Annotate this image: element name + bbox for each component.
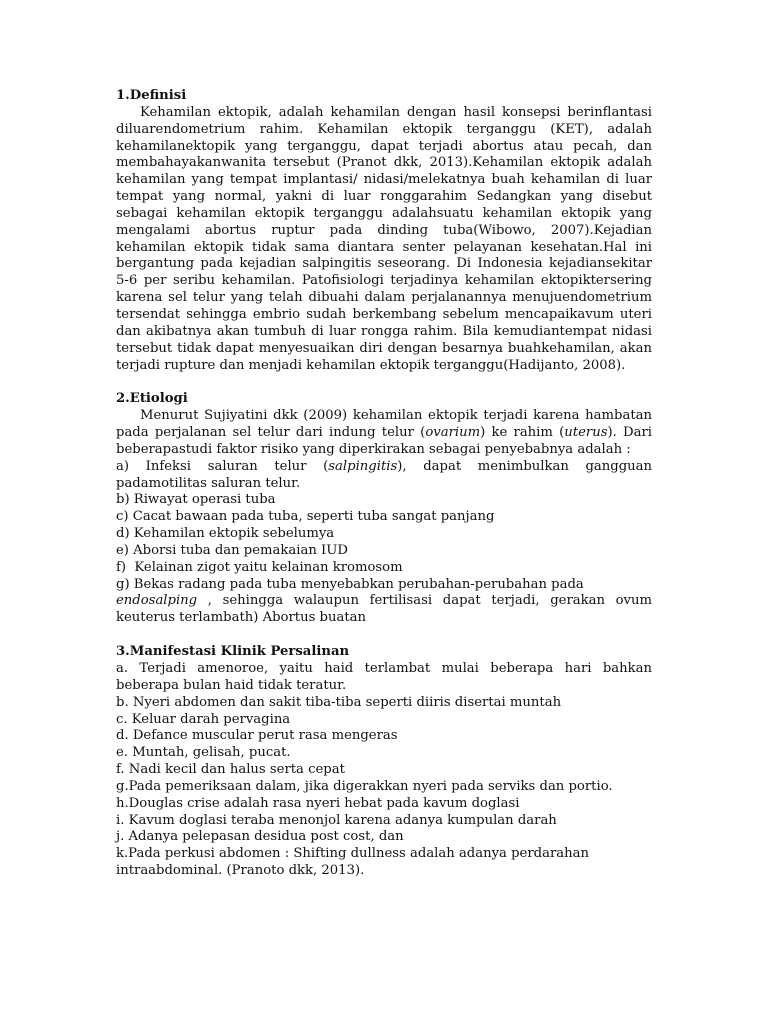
definisi-paragraph: Kehamilan ektopik, adalah kehamilan dengan hasil konsepsi berinflantasi diluarendometrium rahim. Kehamilan ektopik terganggu (KET), adalah kehamilanektopik yang terganggu, dapat terjadi abortus atau pecah, dan membahayakanwanita tersebut (Pranot dkk, 2013).Kehamilan ektopik adalah kehamilan yang tempat implantasi/ nidasi/melekatnya buah kehamilan di luar tempat yang normal, yakni di luar ronggarahim Sedangkan yang disebut sebagai kehamilan ektopik terganggu adalahsuatu kehamilan ektopik yang mengalami abortus ruptur pada dinding tuba(Wibowo, 2007).Kejadian kehamilan ektopik tidak sama diantara senter pelayanan kesehatan.Hal ini bergantung pada kejadian salpingitis seseorang. Di Indonesia kejadiansekitar 5-6 per seribu kehamilan. Patofisiologi terjadinya kehamilan ektopiktersering karena sel telur yang telah dibuahi dalam perjalanannya menujuendometrium tersendat sehingga embrio sudah berkembang sebelum mencapaikavum uteri dan akibatnya akan tumbuh di luar rongga rahim. Bila kemudiantempat nidasi tersebut tidak dapat menyesuaikan diri dengan besarnya buahkehamilan, akan terjadi rupture dan menjadi kehamilan ektopik terganggu(Hadijanto, 2008). [116, 104, 652, 373]
manifestasi-item: a. Terjadi amenoroe, yaitu haid terlambat mulai beberapa hari bahkan beberapa bulan haid tidak teratur. [116, 661, 652, 693]
manifestasi-item: k.Pada perkusi abdomen : Shifting dullness adalah adanya perdarahan intraabdominal. (Pranoto dkk, 2013). [116, 846, 589, 879]
etiologi-item-c: c) Cacat bawaan pada tuba, seperti tuba sangat panjang [116, 509, 495, 525]
manifestasi-item: j. Adanya pelepasan desidua post cost, dan [116, 829, 404, 845]
etiologi-intro-text-2: ) ke rahim ( [480, 425, 565, 441]
etiologi-intro-text-1: Menurut Sujiyatini dkk (2009) kehamilan ektopik terjadi karena hambatan pada perjalanan sel telur dari indung telur ( [116, 408, 652, 441]
etiologi-item-g: g) Bekas radang pada tuba menyebabkan perubahan-perubahan pada [116, 576, 584, 592]
section-heading-definisi: 1.Definisi [116, 88, 187, 103]
etiologi-intro-text-3: ). Dari beberapastudi faktor risiko yang diperkirakan sebagai penyebabnya adalah : [116, 425, 653, 457]
manifestasi-item: i. Kavum doglasi teraba menonjol karena adanya kumpulan darah [116, 812, 557, 828]
section-heading-manifestasi: 3.Manifestasi Klinik Persalinan [116, 644, 350, 660]
etiologi-intro-paragraph [116, 408, 652, 459]
section-heading-etiologi: 2.Etiologi [116, 391, 188, 407]
etiologi-item-d: d) Kehamilan ektopik sebelumya [116, 526, 335, 542]
manifestasi-item: d. Defance muscular perut rasa mengeras [116, 728, 398, 744]
etiologi-item-b: b) Riwayat operasi tuba [116, 492, 276, 508]
etiologi-item-e: e) Aborsi tuba dan pemakaian IUD [116, 542, 348, 558]
manifestasi-item: f. Nadi kecil dan halus serta cepat [116, 762, 345, 778]
ovarium-term: ovarium [425, 425, 481, 441]
endosalping-term: endosalping [116, 593, 198, 609]
etiologi-item-f: f) Kelainan zigot yaitu kelainan kromosom [116, 559, 403, 575]
etiologi-item-g-text-2: , sehingga walaupun fertilisasi dapat terjadi, gerakan ovum keuterus terlambath) Abortus buatan [116, 593, 652, 626]
uterus-term: uterus [564, 425, 608, 441]
etiologi-item-g-continuation [116, 593, 652, 627]
manifestasi-item: c. Keluar darah pervagina [116, 711, 291, 727]
section-gap [116, 374, 652, 391]
salpingitis-term: salpingitis [328, 458, 398, 474]
manifestasi-item: b. Nyeri abdomen dan sakit tiba-tiba seperti diiris disertai muntah [116, 694, 562, 710]
etiologi-item-a-text-1: a) Infeksi saluran telur ( [116, 458, 329, 474]
manifestasi-item: e. Muntah, gelisah, pucat. [116, 745, 291, 761]
section-gap [116, 627, 652, 644]
etiologi-item-a [116, 459, 652, 493]
manifestasi-item: h.Douglas crise adalah rasa nyeri hebat pada kavum doglasi [116, 795, 520, 811]
manifestasi-item: g.Pada pemeriksaan dalam, jika digerakkan nyeri pada serviks dan portio. [116, 778, 613, 794]
etiologi-item-a-text-2: ), dapat menimbulkan gangguan padamotilitas saluran telur. [116, 458, 653, 491]
